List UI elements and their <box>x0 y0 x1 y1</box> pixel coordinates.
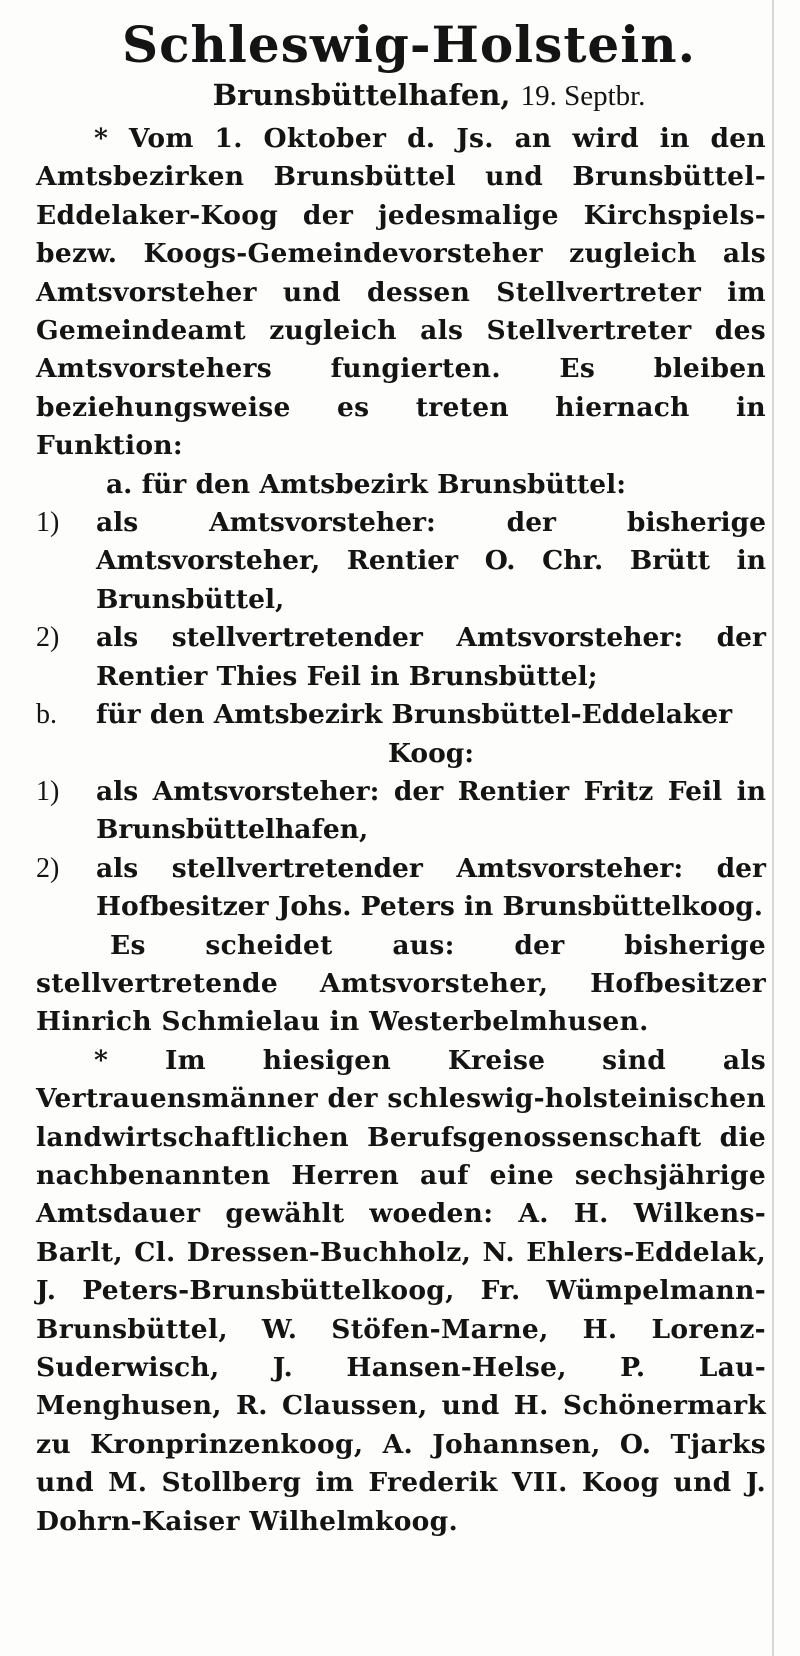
section-b-heading <box>36 696 766 734</box>
item-number: 2) <box>36 622 60 654</box>
section-b-label: b. <box>36 699 57 731</box>
article-column <box>36 14 766 1541</box>
section-b-item-2 <box>36 850 766 927</box>
column-edge-divider <box>772 0 774 1656</box>
item-text: als stellvertretender Amtsvorsteher: der Hofbesitzer Johs. Peters in Brunsbüttelkoog. <box>96 852 766 923</box>
item-number: 1) <box>36 507 60 539</box>
section-b-heading-text: für den Amtsbezirk Brunsbüttel-Eddelaker <box>96 699 733 731</box>
section-b-heading-continued: Koog: <box>387 737 475 769</box>
item-text: als stellvertretender Amtsvorsteher: der Rentier Thies Feil in Brunsbüttel; <box>96 622 766 692</box>
item-text: als Amtsvorsteher: der Rentier Fritz Feil in Brunsbüttelhafen, <box>96 775 766 846</box>
item-number: 1) <box>36 775 60 807</box>
item-number: 2) <box>36 852 60 884</box>
dateline-place: Brunsbüttelhafen, <box>212 78 511 112</box>
section-b-item-1 <box>36 773 766 850</box>
intro-paragraph: * Vom 1. Oktober d. Js. an wird in den Amtsbezirken Brunsbüttel und Brunsbüttel-Eddelaker-Koog der jedesmalige Kirchspiels- bezw. Koogs-Gemeindevorsteher zugleich als Amtsvorsteher und dessen Stellvertreter im Gemeindeamt zugleich als Stellvertreter des Amtsvorstehers fungierten. Es bleiben beziehungsweise es treten hiernach in Funktion: <box>36 123 766 462</box>
section-a-heading: a. für den Amtsbezirk Brunsbüttel: <box>106 468 626 500</box>
article-title: Schleswig-Holstein. <box>121 15 696 74</box>
dateline-date: 19. Septbr. <box>520 80 646 112</box>
notice-paragraph: * Im hiesigen Kreise sind als Vertrauensmänner der schleswig-holsteinischen landwirtschaftlichen Berufsgenossenschaft die nachbenannten Herren auf eine sechsjährige Amtsdauer gewählt woeden: A. H. Wilkens-Barlt, Cl. Dressen-Buchholz, N. Ehlers-Eddelak, J. Peters-Brunsbüttelkoog, Fr. Wümpelmann-Brunsbüttel, W. Stöfen-Marne, H. Lorenz-Suderwisch, J. Hansen-Helse, P. Lau-Menghusen, R. Claussen, und H. Schönermark zu Kronprinzenkoog, A. Johannsen, O. Tjarks und M. Stollberg im Frederik VII. Koog und J. Dohrn-Kaiser Wilhelmkoog. <box>36 1044 766 1537</box>
section-a-item-1 <box>36 504 766 619</box>
item-text: als Amtsvorsteher: der bisherige Amtsvorsteher, Rentier O. Chr. Brütt in Brunsbüttel, <box>96 507 766 615</box>
dateline <box>36 76 766 114</box>
section-a-item-2 <box>36 619 766 696</box>
departure-paragraph: Es scheidet aus: der bisherige stellvertretende Amtsvorsteher, Hofbesitzer Hinrich Schmielau in Westerbelmhusen. <box>36 929 766 1038</box>
